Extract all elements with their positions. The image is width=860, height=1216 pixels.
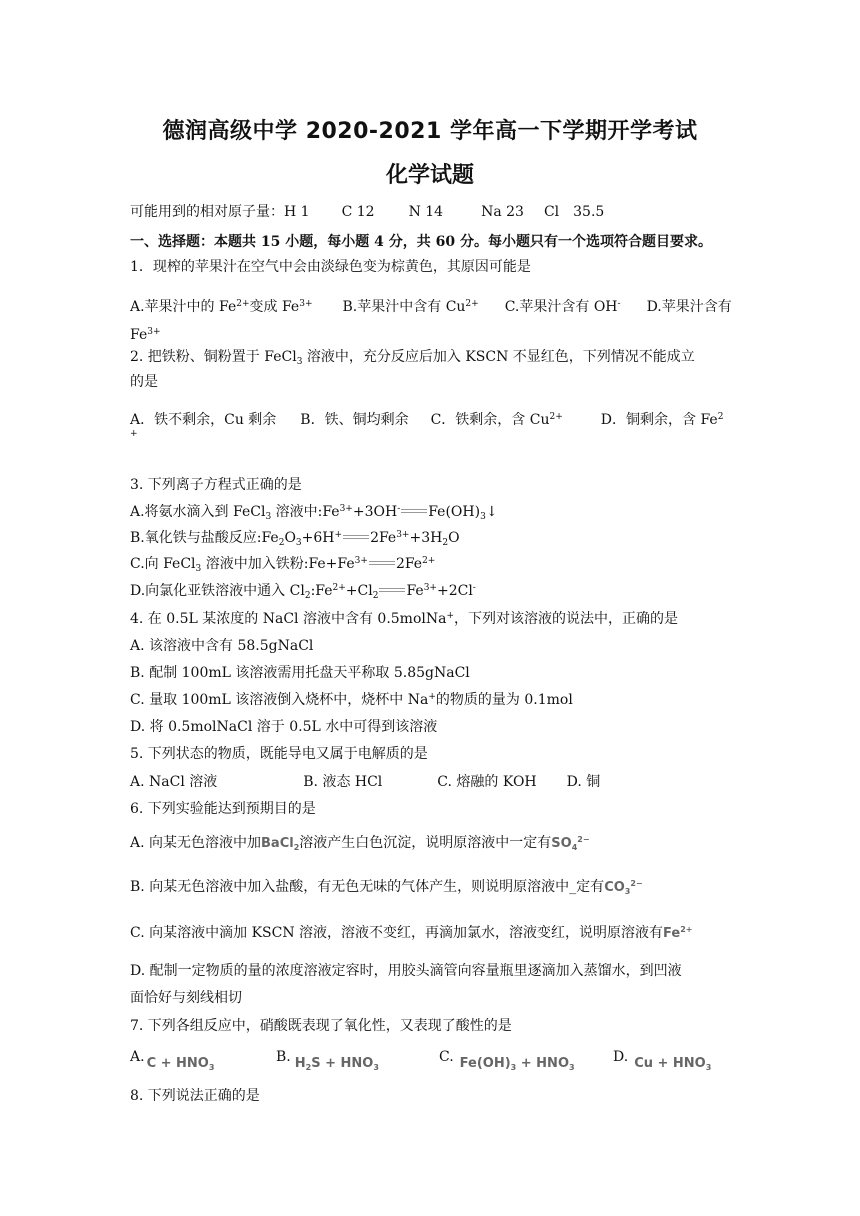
- q1-option-d[interactable]: D.苹果汁含有: [646, 299, 732, 315]
- question-1-options: [130, 298, 740, 316]
- formula-feoh3-hno3: $Fe(OH)_3 + HNO_3$: [459, 1056, 575, 1072]
- formula-bacl2: BaCl$_2$: [261, 836, 300, 852]
- q5-option-d[interactable]: D. 铜: [566, 774, 601, 790]
- formula-fe2: $Fe^{2+}$: [663, 925, 693, 941]
- q6-option-d-cont: 面恰好与刻线相切: [130, 990, 242, 1006]
- atomic-mass-line: [130, 203, 740, 221]
- question-3-stem: 3. 下列离子方程式正确的是: [130, 477, 302, 493]
- question-7-options: [130, 1048, 740, 1074]
- q2-option-a[interactable]: A．铁不剩余，Cu 剩余: [130, 412, 277, 428]
- question-6-stem: 6. 下列实验能达到预期目的是: [130, 801, 316, 817]
- question-4-stem: 4. 在 0.5L 某浓度的 NaCl 溶液中含有 0.5molNa+，下列对该溶液的说法中，正确的是: [130, 611, 678, 627]
- equals-sign-icon: [401, 509, 427, 513]
- q3-option-d[interactable]: D.向氯化亚铁溶液中通入 $Cl_2:Fe^{2+}+Cl_2$ $Fe^{3+}+2Cl^-$: [130, 583, 476, 601]
- equals-sign-icon: [369, 561, 395, 565]
- equals-sign-icon: [343, 535, 369, 539]
- q2-option-b[interactable]: B．铁、铜均剩余: [300, 412, 409, 428]
- q1-option-a[interactable]: A.苹果汁中的 $Fe^{2+}$变成 $Fe^{3+}$: [130, 299, 313, 315]
- q3-option-c[interactable]: C.向 FeCl$_3$ 溶液中加入铁粉$:Fe+Fe^{3+}$ $2Fe^{2+}$: [130, 556, 436, 574]
- q3-option-a[interactable]: A.将氨水滴入到 FeCl$_3$ 溶液中$:Fe^{3+}+3OH^-$ $Fe(OH)_3↓$: [130, 504, 498, 522]
- atomic-mass-label: 可能用到的相对原子量：: [130, 204, 284, 220]
- q6-option-d[interactable]: D. 配制一定物质的量的浓度溶液定容时，用胶头滴管向容量瓶里逐滴加入蒸馏水，到凹液: [130, 963, 682, 979]
- atomic-mass-h: H 1: [284, 204, 310, 220]
- equals-sign-icon: [379, 588, 405, 592]
- question-2-stem: 2. 把铁粉、铜粉置于 FeCl$_3$ 溶液中，充分反应后加入 KSCN 不显红色，下列情况不能成立: [130, 349, 695, 367]
- q4-option-b[interactable]: B. 配制 100mL 该溶液需用托盘天平称取 5.85gNaCl: [130, 665, 470, 681]
- formula-c-hno3: $C + HNO_3$: [146, 1056, 215, 1072]
- question-5-stem: 5. 下列状态的物质，既能导电又属于电解质的是: [130, 746, 428, 762]
- formula-cu-hno3: $Cu + HNO_3$: [634, 1056, 712, 1072]
- q4-option-a[interactable]: A. 该溶液中含有 58.5gNaCl: [130, 638, 314, 654]
- q5-option-a[interactable]: A. NaCl 溶液: [130, 774, 218, 790]
- atomic-mass-c: C 12: [341, 204, 375, 220]
- q1-option-b[interactable]: B.苹果汁中含有 $Cu^{2+}$: [342, 299, 479, 315]
- atomic-mass-cl: Cl 35.5: [543, 204, 605, 220]
- q6-option-c[interactable]: C. 向某溶液中滴加 KSCN 溶液，溶液不变红，再滴加氯水，溶液变红，说明原溶液有$Fe^{2+}$: [130, 925, 693, 941]
- formula-co3: $CO_3^{2-}$: [604, 879, 643, 896]
- question-5-options: [130, 773, 740, 791]
- question-2-options: [130, 411, 740, 429]
- precipitate-arrow-icon: ↓: [485, 504, 498, 520]
- formula-so4: $SO_4^{2-}$: [551, 835, 590, 852]
- q7-option-c[interactable]: C. $Fe(OH)_3 + HNO_3$: [439, 1049, 575, 1072]
- q7-option-a[interactable]: A. $C + HNO_3$: [130, 1049, 215, 1072]
- q7-option-b[interactable]: B. $H_2S + HNO_3$: [276, 1049, 379, 1072]
- question-1-stem: 1．现榨的苹果汁在空气中会由淡绿色变为棕黄色，其原因可能是: [130, 259, 531, 275]
- q4-option-d[interactable]: D. 将 0.5molNaCl 溶于 0.5L 水中可得到该溶液: [130, 719, 438, 735]
- q5-option-b[interactable]: B. 液态 HCl: [303, 774, 383, 790]
- q7-option-d[interactable]: D. $Cu + HNO_3$: [613, 1049, 712, 1072]
- q3-option-b[interactable]: B.氧化铁与盐酸反应$:Fe_2O_3+6H^+$ $2Fe^{3+}+3H_2O$: [130, 530, 460, 548]
- formula-h2s-hno3: $H_2S + HNO_3$: [294, 1056, 379, 1072]
- question-7-stem: 7. 下列各组反应中，硝酸既表现了氧化性，又表现了酸性的是: [130, 1018, 512, 1034]
- exam-title: 德润高级中学 2020-2021 学年高一下学期开学考试: [162, 119, 698, 144]
- exam-subject-title: 化学试题: [385, 163, 474, 188]
- atomic-mass-n: N 14: [408, 204, 444, 220]
- question-8-stem: 8. 下列说法正确的是: [130, 1088, 260, 1104]
- q5-option-c[interactable]: C. 熔融的 KOH: [437, 774, 537, 790]
- atomic-mass-na: Na 23: [481, 204, 524, 220]
- q2-option-d-wrap: +: [130, 429, 138, 439]
- section-heading: 一、选择题：本题共 15 小题，每小题 4 分，共 60 分。每小题只有一个选项符合题目要求。: [130, 234, 712, 250]
- q1-option-c[interactable]: C.苹果汁含有 OH-: [504, 299, 621, 315]
- q1-option-d-cont: $Fe^{3+}$: [130, 327, 161, 343]
- q2-option-d[interactable]: D．铜剩余，含 Fe$^2$: [600, 412, 724, 428]
- q6-option-b[interactable]: B. 向某无色溶液中加入盐酸，有无色无味的气体产生，则说明原溶液中_定有$CO_3^{2-}$: [130, 879, 643, 896]
- q2-option-c[interactable]: C．铁剩余，含 $Cu^{2+}$: [430, 412, 563, 428]
- q6-option-a[interactable]: A. 向某无色溶液中加BaCl$_2$溶液产生白色沉淀，说明原溶液中一定有$SO_4^{2-}$: [130, 835, 590, 852]
- q4-option-c[interactable]: C. 量取 100mL 该溶液倒入烧杯中，烧杯中 Na+的物质的量为 0.1mol: [130, 692, 573, 708]
- question-2-stem-cont: 的是: [130, 374, 158, 390]
